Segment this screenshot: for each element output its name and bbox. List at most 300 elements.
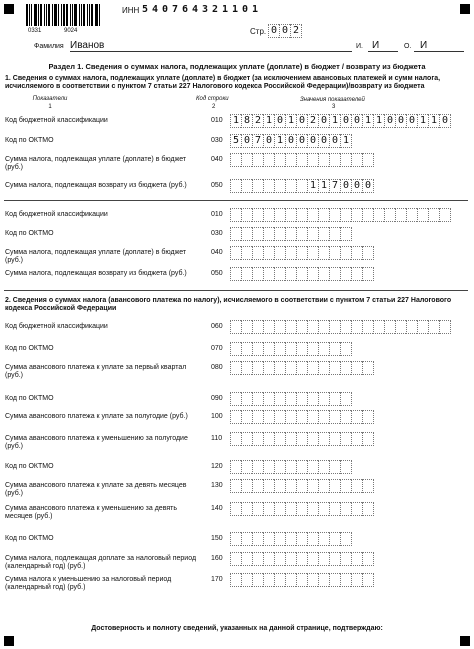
digit-cell [318,342,329,356]
digit-cell [263,320,274,334]
digit-cell [318,552,329,566]
digit-cell [351,361,362,375]
digit-cell [296,532,307,546]
digit-cell [274,342,285,356]
digit-cell: 0 [241,134,252,148]
initial1-line [368,51,398,52]
initial2-value[interactable]: И [420,40,428,51]
digit-cell [274,227,285,241]
digit-cell [230,179,241,193]
digit-cell [318,246,329,260]
digit-cell [362,267,374,281]
row-label: Код по ОКТМО [5,395,54,402]
row-label: Код бюджетной классификации [5,323,108,330]
digit-cell [241,573,252,587]
digit-cell [329,552,340,566]
digit-cell: 0 [406,114,417,128]
digit-cell [252,502,263,516]
row-code: 150 [211,535,223,542]
digit-cell [340,208,351,222]
row-code: 010 [211,211,223,218]
digit-cell [285,392,296,406]
digit-cell [263,342,274,356]
digit-cell [318,502,329,516]
digit-cell [307,267,318,281]
digit-cell [318,460,329,474]
digit-cell [351,153,362,167]
value-field-130[interactable] [230,479,374,491]
digit-cell [351,267,362,281]
digit-cell [384,208,395,222]
digit-cell: 0 [318,134,329,148]
value-field-080[interactable] [230,361,374,373]
digit-cell [263,361,274,375]
digit-cell [274,552,285,566]
barcode-number-right: 9024 [64,28,78,34]
value-field-170[interactable] [230,573,374,585]
surname-line [70,51,352,52]
digit-cell [351,246,362,260]
digit-cell [241,502,252,516]
value-field-010[interactable] [230,208,451,220]
digit-cell [329,573,340,587]
value-field-160[interactable] [230,552,374,564]
digit-cell: 0 [439,114,451,128]
row-label: Код по ОКТМО [5,137,54,144]
value-field-120[interactable] [230,460,352,472]
value-field-110[interactable] [230,432,374,444]
digit-cell [285,573,296,587]
digit-cell [296,361,307,375]
row-label: Сумма налога, подлежащая возврату из бюджета (руб.) [5,182,187,189]
inn-digit-cell: 3 [201,4,209,15]
divider-2 [4,290,468,291]
row-label: Код по ОКТМО [5,463,54,470]
digit-cell [230,320,241,334]
digit-cell [362,246,374,260]
row-label: Сумма авансового платежа к уменьшению за полугодие (руб.) [5,435,188,450]
digit-cell [362,208,373,222]
row-code: 120 [211,463,223,470]
digit-cell [340,479,351,493]
digit-cell [263,179,274,193]
value-field-050[interactable] [230,267,374,279]
col-number-2: 2 [212,104,216,110]
digit-cell [263,460,274,474]
digit-cell: 5 [230,134,241,148]
digit-cell [241,479,252,493]
digit-cell [241,153,252,167]
row-label: Сумма авансового платежа к уплате за первый квартал (руб.) [5,364,187,379]
digit-cell [340,410,351,424]
digit-cell [230,532,241,546]
digit-cell [241,552,252,566]
digit-cell [362,361,374,375]
digit-cell [329,479,340,493]
digit-cell [285,552,296,566]
digit-cell: 1 [230,114,241,128]
value-field-150[interactable] [230,532,352,544]
digit-cell [241,342,252,356]
digit-cell: 0 [263,134,274,148]
digit-cell [241,208,252,222]
digit-cell [274,208,285,222]
digit-cell [285,320,296,334]
digit-cell [285,479,296,493]
digit-cell: 7 [329,179,340,193]
row-code: 140 [211,505,223,512]
digit-cell [274,267,285,281]
surname-value[interactable]: Иванов [70,40,105,51]
digit-cell [230,502,241,516]
digit-cell [307,342,318,356]
digit-cell [263,267,274,281]
digit-cell [296,342,307,356]
digit-cell [263,532,274,546]
digit-cell: 0 [274,114,285,128]
digit-cell [252,320,263,334]
digit-cell [241,392,252,406]
digit-cell [439,320,451,334]
digit-cell: 7 [252,134,263,148]
value-field-090[interactable] [230,392,352,404]
digit-cell: 0 [285,134,296,148]
digit-cell [230,479,241,493]
digit-cell [296,208,307,222]
digit-cell [307,479,318,493]
digit-cell [373,208,384,222]
digit-cell: 1 [340,134,352,148]
digit-cell [318,432,329,446]
row-label: Сумма налога к уменьшению за налоговый период (календарный год) (руб.) [5,576,172,591]
digit-cell [274,320,285,334]
row-code: 030 [211,230,223,237]
digit-cell [263,410,274,424]
digit-cell [230,410,241,424]
digit-cell [296,502,307,516]
row-code: 090 [211,395,223,402]
digit-cell [274,361,285,375]
digit-cell [285,460,296,474]
page-number-field[interactable] [268,24,302,36]
digit-cell [362,153,374,167]
row-label: Сумма налога, подлежащая доплате за налоговый период (календарный год) (руб.) [5,555,197,570]
digit-cell: 0 [351,179,362,193]
digit-cell [307,320,318,334]
row-code: 030 [211,137,223,144]
digit-cell [329,153,340,167]
page-digit-cell: 0 [279,24,290,38]
digit-cell [263,208,274,222]
digit-cell [307,552,318,566]
digit-cell [318,479,329,493]
digit-cell [373,320,384,334]
digit-cell [318,532,329,546]
digit-cell [285,246,296,260]
digit-cell [296,179,307,193]
col-number-3: 3 [332,104,336,110]
row-code: 040 [211,156,223,163]
digit-cell [252,179,263,193]
value-field-070[interactable] [230,342,352,354]
row-label: Код по ОКТМО [5,230,54,237]
digit-cell [252,460,263,474]
digit-cell [263,392,274,406]
digit-cell [296,267,307,281]
digit-cell [362,320,373,334]
digit-cell [340,267,351,281]
inn-digit-cell: 1 [221,4,229,15]
digit-cell [351,573,362,587]
row-label: Сумма налога, подлежащая уплате (доплате) в бюджет (руб.) [5,156,187,171]
digit-cell: 0 [362,179,374,193]
subsection2-title: 2. Сведения о суммах налога (авансового платежа по налогу), исчисляемого в соответствии с пунктом 7 статьи 227 Налогового кодекса Российской Федерации [5,297,452,312]
digit-cell [351,410,362,424]
digit-cell [285,432,296,446]
row-code: 060 [211,323,223,330]
digit-cell [252,208,263,222]
digit-cell [274,502,285,516]
digit-cell [318,227,329,241]
digit-cell [362,479,374,493]
digit-cell [252,573,263,587]
digit-cell [285,153,296,167]
digit-cell: 0 [351,114,362,128]
value-field-040[interactable] [230,153,374,165]
subsection1-title: 1. Сведения о суммах налога, подлежащих уплате (доплате) в бюджет (за исключением авансовых платежей и сумм налога, исчисляемого в соответствии с пунктом 7 статьи 227 Налогового кодекса Российской Федерации)/возврату из бюджета [5,75,441,90]
digit-cell: 0 [340,114,351,128]
corner-marker-bottom-left [4,636,14,646]
digit-cell [351,479,362,493]
digit-cell [274,432,285,446]
digit-cell [274,479,285,493]
digit-cell [296,227,307,241]
digit-cell [340,573,351,587]
digit-cell [285,179,296,193]
inn-digit-cell: 1 [231,4,239,15]
digit-cell [417,208,428,222]
digit-cell [252,267,263,281]
digit-cell [296,573,307,587]
digit-cell: 0 [384,114,395,128]
digit-cell [406,208,417,222]
row-label: Код бюджетной классификации [5,211,108,218]
digit-cell: 1 [307,179,318,193]
digit-cell [329,532,340,546]
digit-cell [307,227,318,241]
digit-cell [252,153,263,167]
digit-cell [230,208,241,222]
digit-cell [329,246,340,260]
digit-cell [263,432,274,446]
digit-cell [230,267,241,281]
digit-cell: 1 [285,114,296,128]
digit-cell [318,410,329,424]
digit-cell [285,267,296,281]
digit-cell [285,361,296,375]
digit-cell [241,320,252,334]
inn-digit-cell: 0 [161,4,169,15]
digit-cell [285,502,296,516]
digit-cell [274,460,285,474]
digit-cell [307,361,318,375]
digit-cell [230,573,241,587]
digit-cell [274,246,285,260]
digit-cell [296,460,307,474]
digit-cell [417,320,428,334]
row-code: 040 [211,249,223,256]
digit-cell [241,267,252,281]
digit-cell [230,227,241,241]
inn-digit-cell: 5 [141,4,149,15]
digit-cell [307,532,318,546]
digit-cell [274,410,285,424]
row-label: Код бюджетной классификации [5,117,108,124]
digit-cell [230,153,241,167]
row-code: 110 [211,435,223,442]
row-label: Сумма авансового платежа к уменьшению за девять месяцев (руб.) [5,505,177,520]
digit-cell [296,432,307,446]
digit-cell: 0 [340,179,351,193]
digit-cell [241,460,252,474]
digit-cell: 0 [395,114,406,128]
digit-cell [241,432,252,446]
digit-cell [285,410,296,424]
digit-cell: 0 [318,114,329,128]
digit-cell [318,573,329,587]
digit-cell: 1 [329,114,340,128]
row-code: 160 [211,555,223,562]
digit-cell [296,410,307,424]
row-code: 080 [211,364,223,371]
digit-cell [362,573,374,587]
value-field-060[interactable] [230,320,451,332]
digit-cell: 8 [241,114,252,128]
digit-cell [274,392,285,406]
barcode [26,4,101,26]
digit-cell: 0 [296,134,307,148]
inn-field[interactable] [140,4,260,16]
row-label: Сумма авансового платежа к уплате за девять месяцев (руб.) [5,482,187,497]
digit-cell [340,342,352,356]
digit-cell [329,410,340,424]
digit-cell [241,179,252,193]
digit-cell [318,392,329,406]
corner-marker-top-left [4,4,14,14]
digit-cell [329,267,340,281]
digit-cell [263,502,274,516]
page-digit-cell: 2 [290,24,302,38]
digit-cell [252,361,263,375]
digit-cell [318,153,329,167]
digit-cell [307,208,318,222]
digit-cell [263,552,274,566]
value-field-030[interactable] [230,227,352,239]
inn-digit-cell: 0 [241,4,249,15]
digit-cell [329,432,340,446]
inn-digit-cell: 2 [211,4,219,15]
digit-cell [340,552,351,566]
digit-cell [362,552,374,566]
digit-cell [340,246,351,260]
row-label: Сумма налога, подлежащая уплате (доплате) в бюджет (руб.) [5,249,187,264]
digit-cell [329,208,340,222]
digit-cell [296,392,307,406]
digit-cell: 0 [307,134,318,148]
digit-cell [252,246,263,260]
digit-cell [230,361,241,375]
digit-cell [296,246,307,260]
digit-cell [307,246,318,260]
digit-cell [329,460,340,474]
digit-cell [351,320,362,334]
digit-cell [241,227,252,241]
value-field-040[interactable] [230,246,374,258]
value-field-050[interactable] [230,179,374,191]
digit-cell [285,532,296,546]
digit-cell [439,208,451,222]
value-field-030[interactable] [230,134,352,146]
digit-cell [296,479,307,493]
digit-cell [252,552,263,566]
digit-cell [307,432,318,446]
digit-cell [395,320,406,334]
digit-cell: 1 [362,114,373,128]
row-code: 170 [211,576,223,583]
digit-cell [318,267,329,281]
digit-cell [318,208,329,222]
digit-cell [252,532,263,546]
digit-cell [263,479,274,493]
digit-cell [307,460,318,474]
row-code: 130 [211,482,223,489]
digit-cell [241,532,252,546]
digit-cell [329,361,340,375]
digit-cell [340,460,352,474]
digit-cell: 2 [252,114,263,128]
digit-cell: 1 [417,114,428,128]
value-field-140[interactable] [230,502,374,514]
value-field-100[interactable] [230,410,374,422]
digit-cell [428,208,439,222]
initial2-label: О. [404,43,412,50]
digit-cell [296,320,307,334]
value-field-010[interactable] [230,114,451,126]
inn-digit-cell: 4 [191,4,199,15]
digit-cell [230,460,241,474]
initial1-value[interactable]: И [372,40,380,51]
divider-1 [4,200,468,201]
digit-cell [406,320,417,334]
col-code-header: Код строки [196,96,229,102]
inn-digit-cell: 1 [251,4,259,15]
digit-cell [340,361,351,375]
digit-cell [285,208,296,222]
row-label: Сумма авансового платежа к уплате за полугодие (руб.) [5,413,188,420]
col-number-1: 1 [48,104,52,110]
digit-cell [362,432,374,446]
digit-cell [230,552,241,566]
digit-cell [230,432,241,446]
digit-cell [307,410,318,424]
digit-cell [307,573,318,587]
digit-cell [296,552,307,566]
digit-cell [263,573,274,587]
row-label: Код по ОКТМО [5,345,54,352]
digit-cell [274,153,285,167]
digit-cell [230,392,241,406]
initial2-line [414,51,464,52]
